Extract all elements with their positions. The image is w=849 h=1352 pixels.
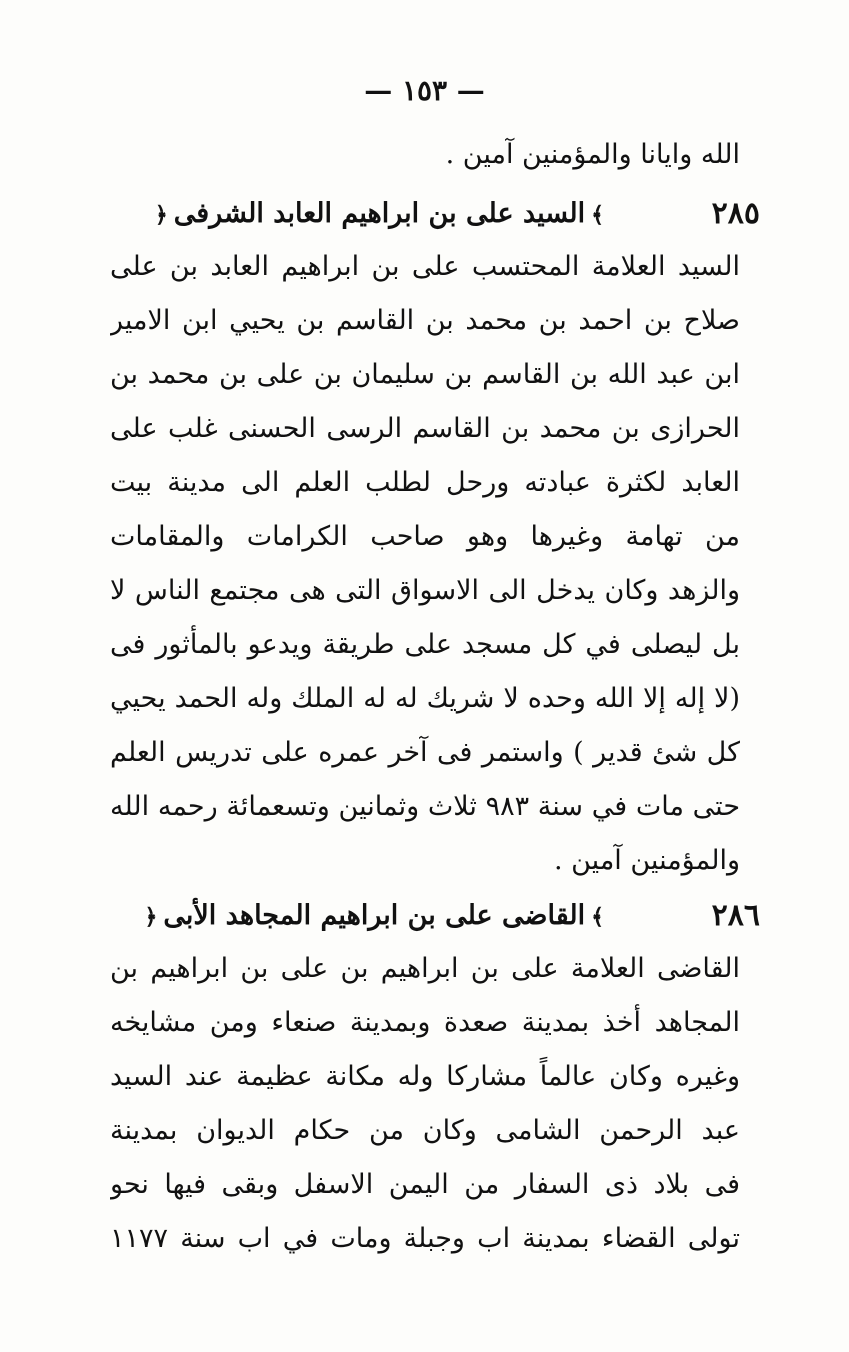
text-line: حتى مات في سنة ٩٨٣ ثلاث وثمانين وتسعمائة رحمه الله xyxy=(110,791,740,822)
text-line: والزهد وكان يدخل الى الاسواق التى هى مجتمع الناس لا xyxy=(110,575,740,606)
text-line: فى بلاد ذى السفار من اليمن الاسفل وبقى فيها نحو xyxy=(110,1169,740,1200)
entry-285-body xyxy=(110,240,740,888)
entry-heading-286 xyxy=(110,888,760,942)
text-line: تولى القضاء بمدينة اب وجبلة ومات في اب سنة ١١٧٧ xyxy=(110,1223,740,1254)
entry-number: ٢٨٦ xyxy=(711,897,760,933)
entry-title-text: القاضى على بن ابراهيم المجاهد الأبى xyxy=(163,899,586,931)
text-line: وغيره وكان عالماً مشاركا وله مكانة عظيمة عند السيد xyxy=(110,1061,740,1092)
text-line: العابد لكثرة عبادته ورحل لطلب العلم الى مدينة بيت xyxy=(110,467,740,498)
ornament-bracket-close: ﴿ xyxy=(144,903,158,930)
entry-title xyxy=(149,198,610,229)
text-line: من تهامة وغيرها وهو صاحب الكرامات والمقامات xyxy=(110,521,740,552)
text-line: القاضى العلامة على بن ابراهيم بن على بن ابراهيم بن xyxy=(110,953,740,984)
entry-heading-285 xyxy=(110,186,760,240)
entry-title xyxy=(138,900,610,931)
text-line: السيد العلامة المحتسب على بن ابراهيم العابد بن على xyxy=(110,251,740,282)
text-line: والمؤمنين آمين . xyxy=(553,845,740,876)
text-line: بل ليصلى في كل مسجد على طريقة ويدعو بالمأثور فى xyxy=(110,629,740,660)
ornament-bracket-open: ﴾ xyxy=(591,903,604,930)
text-line: كل شئ قدير ) واستمر فى آخر عمره على تدريس العلم xyxy=(110,737,740,768)
text-line: الله وايانا والمؤمنين آمين . xyxy=(445,139,740,170)
entry-number: ٢٨٥ xyxy=(711,195,760,231)
intro-paragraph xyxy=(110,128,740,182)
ornament-bracket-open: ﴾ xyxy=(591,201,604,228)
text-line: المجاهد أخذ بمدينة صعدة وبمدينة صنعاء ومن مشايخه xyxy=(110,1007,740,1038)
text-line: ابن عبد الله بن القاسم بن سليمان بن على بن محمد بن xyxy=(110,359,740,390)
text-line: (لا إله إلا الله وحده لا شريك له له الملك وله الحمد يحيي xyxy=(110,683,740,714)
text-line: الحرازى بن محمد بن القاسم الرسى الحسنى غلب على xyxy=(110,413,740,444)
ornament-bracket-close: ﴿ xyxy=(154,201,168,228)
entry-title-text: السيد على بن ابراهيم العابد الشرفى xyxy=(173,197,586,229)
text-line: صلاح بن احمد بن محمد بن القاسم بن يحيي ابن الامير xyxy=(110,305,740,336)
page-number: — ١٥٣ — xyxy=(364,74,485,107)
entry-286-body xyxy=(110,942,740,1266)
text-line: عبد الرحمن الشامى وكان من حكام الديوان بمدينة xyxy=(110,1115,740,1146)
